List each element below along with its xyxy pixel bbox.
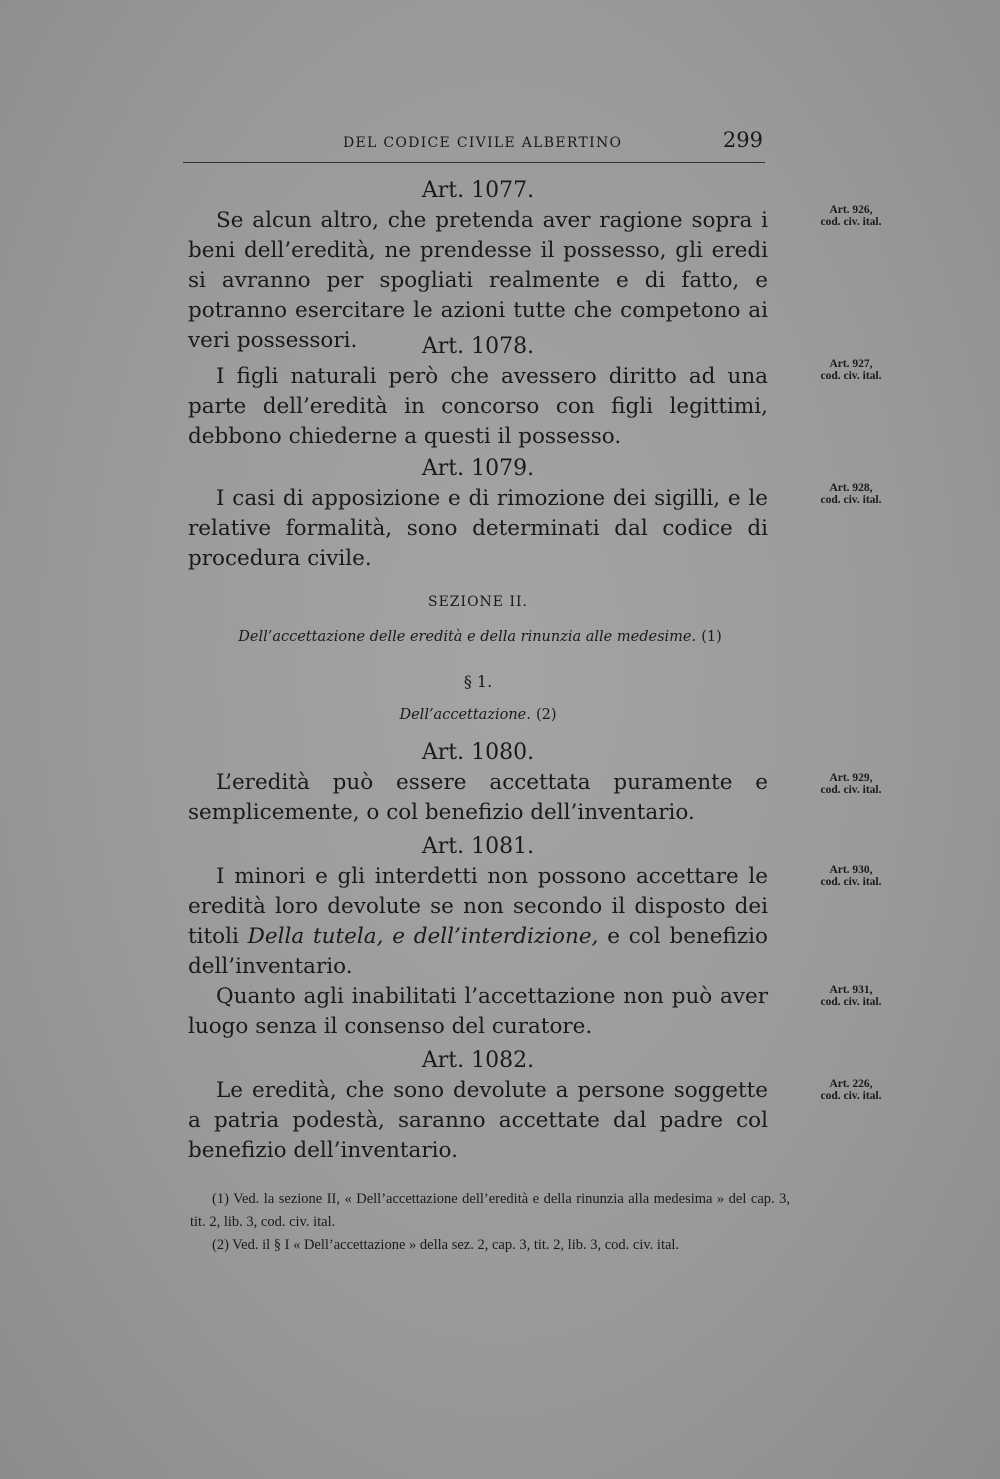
article-heading: Art. 1081. [421, 834, 535, 859]
article-1079 [188, 454, 768, 574]
margin-reference: Art. 927, cod. civ. ital. [820, 358, 882, 382]
article-heading: Art. 1082. [421, 1048, 535, 1073]
footnote-2: (2) Ved. il § I « Dell’accettazione » della sez. 2, cap. 3, tit. 2, lib. 3, cod. civ. ital. [212, 1237, 680, 1253]
footnote-ref: (1) [701, 629, 722, 645]
article-1082 [188, 1046, 768, 1166]
margin-reference: Art. 226, cod. civ. ital. [820, 1078, 882, 1102]
italic-title: Della tutela, e dell’interdizione, [247, 924, 599, 949]
margin-reference: Art. 928, cod. civ. ital. [820, 482, 882, 506]
running-title: DEL CODICE CIVILE ALBERTINO [343, 135, 623, 151]
article-1080 [188, 738, 768, 828]
article-1081 [188, 832, 768, 1042]
margin-reference: Art. 926, cod. civ. ital. [820, 204, 882, 228]
article-text-second: Quanto agli inabilitati l’accettazione non può aver luogo senza il consenso del curatore. [188, 984, 768, 1039]
section-title: SEZIONE II. [428, 594, 528, 610]
section-heading [188, 594, 768, 610]
page-number: 299 [722, 128, 763, 152]
article-text: I minori e gli interdetti non possono accettare le eredità loro devolute se non secondo il disposto dei titoli Della tutela, e dell’interdizione, e col benefizio dell’inventario. [188, 864, 768, 979]
article-text: I figli naturali però che avessero diritto ad una parte dell’eredità in concorso con figli legittimi, debbono chiederne a questi il possesso. [188, 364, 768, 449]
margin-reference: Art. 930, cod. civ. ital. [820, 864, 882, 888]
article-1077 [188, 176, 768, 356]
article-heading: Art. 1077. [421, 178, 535, 203]
footnote-1: (1) Ved. la sezione II, « Dell’accettazione dell’eredità e della rinunzia alla medesima » del cap. 3, tit. 2, lib. 3, cod. civ. ital. [190, 1191, 790, 1230]
article-heading: Art. 1080. [421, 740, 535, 765]
article-text: L’eredità può essere accettata puramente e semplicemente, o col benefizio dell’inventario. [188, 770, 768, 825]
article-1078 [188, 332, 768, 452]
section-subtitle-line [170, 626, 790, 645]
paragraph-sign-line [188, 672, 768, 691]
running-head [183, 128, 765, 163]
article-text: Le eredità, che sono devolute a persone soggette a patria podestà, saranno accettate dal padre col benefizio dell’inventario. [188, 1078, 768, 1163]
margin-reference: Art. 931, cod. civ. ital. [820, 984, 882, 1008]
paragraph-title-line [188, 704, 768, 723]
section-subtitle: Dell’accettazione delle eredità e della rinunzia alle medesime. [238, 629, 697, 645]
article-text: I casi di apposizione e di rimozione dei sigilli, e le relative formalità, sono determinati dal codice di procedura civile. [188, 486, 768, 571]
article-text: Se alcun altro, che pretenda aver ragione sopra i beni dell’eredità, ne prendesse il possesso, gli eredi si avranno per spogliati realmente e di fatto, e potranno esercitare le azioni tutte che competono ai veri possessori. [188, 208, 768, 353]
footnote-ref: (2) [535, 707, 557, 723]
paragraph-title: Dell’accettazione. [399, 707, 531, 723]
paragraph-sign: § 1. [463, 672, 493, 691]
footnotes [190, 1188, 790, 1257]
article-heading: Art. 1079. [421, 456, 535, 481]
article-heading: Art. 1078. [421, 334, 535, 359]
margin-reference: Art. 929, cod. civ. ital. [820, 772, 882, 796]
